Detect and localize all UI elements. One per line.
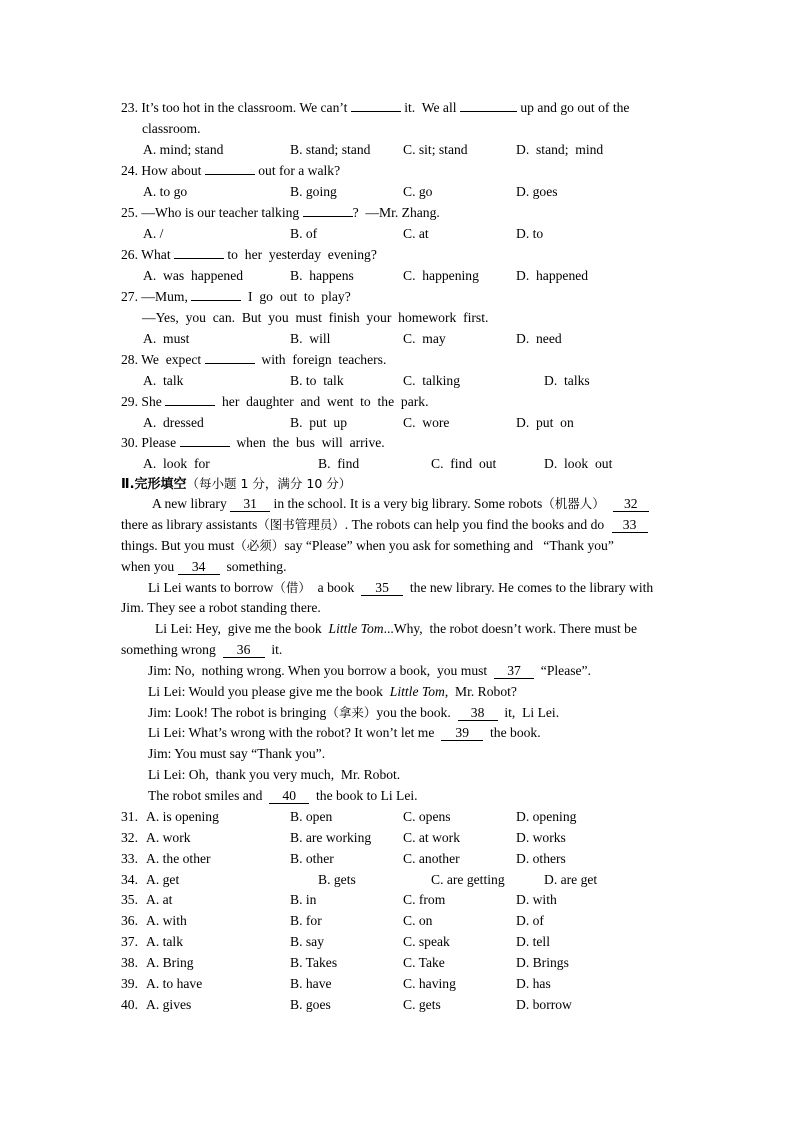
passage-line: Jim: Look! The robot is bringing（拿来）you the book. 38 it, Li Lei.	[148, 705, 560, 720]
option-a: A. look for	[143, 456, 210, 471]
option-d: D. tell	[516, 934, 550, 949]
passage-line: there as library assistants（图书管理员）. The robots can help you find the books and do 33	[121, 516, 648, 534]
passage-line: Li Lei wants to borrow（借） a book 35 the new library. He comes to the library with	[148, 580, 654, 595]
answer-blank	[191, 300, 241, 301]
option-a: A. work	[146, 830, 191, 845]
option-c: C. go	[403, 184, 433, 199]
option-c: C. Take	[403, 955, 445, 970]
option-c: C. opens	[403, 809, 451, 824]
passage-line: things. But you must（必须）say “Please” when you ask for something and “Thank you”	[121, 538, 614, 553]
book-title: Little Tom	[389, 684, 445, 699]
option-a: A. to have	[146, 976, 203, 991]
option-c: C. having	[403, 976, 456, 991]
blank-34: 34	[178, 560, 220, 575]
passage-line: Li Lei: Would you please give me the book Little Tom, Mr. Robot?	[148, 684, 517, 699]
option-d: D. works	[516, 830, 566, 845]
option-a: A. Bring	[146, 955, 194, 970]
question-number: 33.	[121, 851, 138, 866]
option-d: D. opening	[516, 809, 577, 824]
option-b: B. other	[290, 851, 334, 866]
option-a: A. gives	[146, 997, 192, 1012]
option-a: A. talk	[143, 373, 184, 388]
option-a: A. at	[146, 892, 173, 907]
option-b: B. put up	[290, 415, 348, 430]
option-d: D. others	[516, 851, 566, 866]
passage-line: Li Lei: Hey, give me the book Little Tom...Why, the robot doesn’t work. There must be	[155, 621, 638, 636]
blank-31: 31	[230, 497, 270, 512]
option-c: C. on	[403, 913, 433, 928]
option-a: A. the other	[146, 851, 211, 866]
question-number: 32.	[121, 830, 138, 845]
option-c: C. at	[403, 226, 429, 241]
passage-line: Jim: No, nothing wrong. When you borrow a book, you must 37 “Please”.	[148, 663, 591, 678]
option-c: C. speak	[403, 934, 450, 949]
option-d: D. happened	[516, 268, 589, 283]
option-a: A. was happened	[143, 268, 244, 283]
option-b: B. find	[318, 456, 360, 471]
option-d: D. look out	[544, 456, 613, 471]
option-d: D. are get	[544, 872, 598, 887]
option-d: D. with	[516, 892, 557, 907]
option-b: B. say	[290, 934, 324, 949]
option-d: D. Brings	[516, 955, 569, 970]
answer-blank	[460, 111, 517, 112]
question-28: 28. We expect with foreign teachers.	[121, 352, 387, 367]
option-b: B. of	[290, 226, 318, 241]
option-b: B. goes	[290, 997, 331, 1012]
section-scoring: （每小题 1 分，满分 10 分）	[186, 476, 352, 491]
option-a: A. talk	[146, 934, 183, 949]
blank-37: 37	[494, 664, 534, 679]
option-d: D. to	[516, 226, 544, 241]
option-c: C. gets	[403, 997, 441, 1012]
option-b: B. have	[290, 976, 332, 991]
question-number: 34.	[121, 872, 138, 887]
option-a: A. must	[143, 331, 190, 346]
book-title: Little Tom	[328, 621, 384, 636]
option-c: C. may	[403, 331, 446, 346]
option-b: B. for	[290, 913, 322, 928]
option-c: C. happening	[403, 268, 479, 283]
blank-39: 39	[441, 726, 483, 741]
passage-line: Jim: You must say “Thank you”.	[148, 746, 326, 761]
option-b: B. happens	[290, 268, 354, 283]
option-b: B. open	[290, 809, 333, 824]
answer-blank	[351, 111, 401, 112]
question-number: 37.	[121, 934, 138, 949]
option-d: D. talks	[544, 373, 590, 388]
question-26: 26. What to her yesterday evening?	[121, 247, 377, 262]
option-b: B. stand; stand	[290, 142, 371, 157]
blank-33: 33	[612, 518, 648, 533]
question-30: 30. Please when the bus will arrive.	[121, 435, 385, 450]
question-number: 39.	[121, 976, 138, 991]
passage-line: Jim. They see a robot standing there.	[121, 600, 321, 615]
answer-blank	[205, 363, 255, 364]
option-d: D. put on	[516, 415, 574, 430]
option-a: A. to go	[143, 184, 188, 199]
question-23-continuation: classroom.	[142, 121, 201, 136]
answer-blank	[205, 174, 255, 175]
answer-blank	[180, 446, 230, 447]
question-number: 35.	[121, 892, 138, 907]
option-b: B. are working	[290, 830, 372, 845]
question-number: 38.	[121, 955, 138, 970]
option-a: A. with	[146, 913, 187, 928]
question-23: 23. It’s too hot in the classroom. We can’t it. We all up and go out of the	[121, 100, 630, 115]
option-c: C. from	[403, 892, 446, 907]
question-29: 29. She her daughter and went to the park.	[121, 394, 429, 409]
passage-line: Li Lei: Oh, thank you very much, Mr. Robot.	[148, 767, 401, 782]
option-a: A. mind; stand	[143, 142, 224, 157]
option-b: B. going	[290, 184, 337, 199]
option-d: D. of	[516, 913, 544, 928]
option-a: A. get	[146, 872, 180, 887]
option-c: C. wore	[403, 415, 450, 430]
option-c: C. another	[403, 851, 460, 866]
answer-blank	[165, 405, 215, 406]
option-d: D. stand; mind	[516, 142, 604, 157]
option-a: A. is opening	[146, 809, 219, 824]
option-a: A. /	[143, 226, 164, 241]
blank-32: 32	[613, 497, 649, 512]
answer-blank	[174, 258, 224, 259]
section-number: Ⅱ.	[121, 477, 135, 492]
option-d: D. need	[516, 331, 562, 346]
question-number: 40.	[121, 997, 138, 1012]
question-27-reply: —Yes, you can. But you must finish your homework first.	[142, 310, 489, 325]
answer-blank	[303, 216, 353, 217]
option-d: D. borrow	[516, 997, 572, 1012]
option-c: C. find out	[431, 456, 497, 471]
passage-line: something wrong 36 it.	[121, 642, 283, 657]
option-d: D. has	[516, 976, 551, 991]
option-b: B. Takes	[290, 955, 338, 970]
blank-40: 40	[269, 789, 309, 804]
option-c: C. sit; stand	[403, 142, 468, 157]
option-b: B. in	[290, 892, 317, 907]
option-b: B. will	[290, 331, 331, 346]
blank-38: 38	[458, 706, 498, 721]
question-number: 36.	[121, 913, 138, 928]
blank-35: 35	[361, 581, 403, 596]
question-number: 31.	[121, 809, 138, 824]
question-27: 27. —Mum, I go out to play?	[121, 289, 351, 304]
blank-36: 36	[223, 643, 265, 658]
option-d: D. goes	[516, 184, 558, 199]
passage-line: A new library 31 in the school. It is a very big library. Some robots（机器人） 32	[152, 495, 649, 513]
option-b: B. to talk	[290, 373, 344, 388]
option-b: B. gets	[318, 872, 356, 887]
passage-line: The robot smiles and 40 the book to Li Lei.	[148, 788, 418, 803]
option-c: C. at work	[403, 830, 461, 845]
option-c: C. talking	[403, 373, 461, 388]
passage-line: when you 34 something.	[121, 559, 287, 574]
option-a: A. dressed	[143, 415, 204, 430]
option-c: C. are getting	[431, 872, 505, 887]
section-heading	[121, 475, 351, 494]
section-title: 完形填空	[134, 477, 187, 492]
question-24: 24. How about out for a walk?	[121, 163, 341, 178]
passage-line: Li Lei: What’s wrong with the robot? It won’t let me 39 the book.	[148, 725, 541, 740]
question-25: 25. —Who is our teacher talking ? —Mr. Zhang.	[121, 205, 440, 220]
